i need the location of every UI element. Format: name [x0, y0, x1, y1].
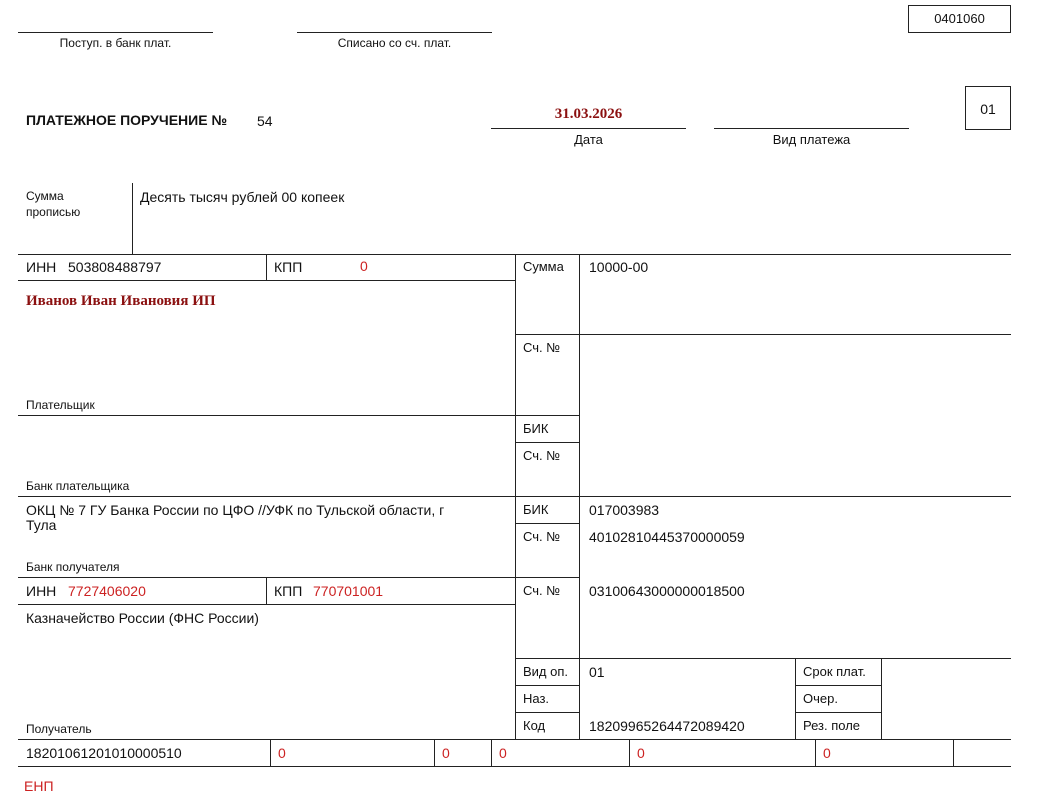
date-label: Дата	[574, 132, 603, 147]
grid-line	[795, 658, 796, 739]
grid-line	[515, 523, 579, 524]
grid-line	[18, 766, 1011, 767]
payer-account-label: Сч. №	[523, 340, 561, 355]
payee-name: Казначейство России (ФНС России)	[26, 610, 259, 626]
kbk-value: 18201061201010000510	[26, 745, 182, 761]
tax-field-2: 0	[442, 745, 450, 761]
payee-kpp: 770701001	[313, 583, 384, 599]
amount-words-value: Десять тысяч рублей 00 копеек	[140, 189, 345, 205]
naz-label: Наз.	[523, 691, 550, 706]
tax-field-5: 0	[823, 745, 831, 761]
sum-label: Сумма	[523, 259, 564, 274]
payer-bik-label: БИК	[523, 421, 549, 436]
payee-inn-label: ИНН	[26, 583, 57, 599]
date-value: 31.03.2026	[554, 106, 623, 122]
payee-inn: 7727406020	[68, 583, 146, 599]
payee-label: Получатель	[26, 722, 92, 736]
payer-inn: 503808488797	[68, 259, 162, 275]
payer-bank-label: Банк плательщика	[26, 479, 130, 493]
grid-line	[815, 739, 816, 766]
payer-bank-account-label: Сч. №	[523, 448, 561, 463]
grid-line	[266, 254, 267, 280]
date-line	[491, 128, 686, 129]
sum-value: 10000-00	[589, 259, 649, 275]
amount-words-label-2: прописью	[26, 205, 81, 219]
status-code: 01	[980, 101, 996, 117]
grid-line	[795, 685, 881, 686]
vid-op-label: Вид оп.	[523, 664, 569, 679]
tax-field-1: 0	[278, 745, 286, 761]
kod-label: Код	[523, 718, 546, 733]
kod-value: 18209965264472089420	[589, 718, 745, 734]
tax-field-4: 0	[637, 745, 645, 761]
payee-bik: 017003983	[589, 502, 660, 518]
payer-kpp: 0	[360, 258, 368, 274]
grid-line	[434, 739, 435, 766]
grid-line	[515, 254, 516, 739]
grid-line	[18, 280, 515, 281]
received-line	[18, 32, 213, 33]
grid-line	[795, 712, 881, 713]
grid-line	[881, 658, 882, 739]
grid-line	[515, 658, 1011, 659]
payee-bank-account-label: Сч. №	[523, 529, 561, 544]
payee-bank-account: 40102810445370000059	[589, 529, 745, 545]
grid-line	[629, 739, 630, 766]
grid-line	[579, 254, 580, 739]
payee-bank-label: Банк получателя	[26, 560, 120, 574]
vid-op-value: 01	[589, 664, 605, 680]
grid-line	[270, 739, 271, 766]
tax-field-3: 0	[499, 745, 507, 761]
payee-account-label: Сч. №	[523, 583, 561, 598]
grid-line	[515, 712, 579, 713]
payer-label: Плательщик	[26, 398, 95, 412]
debited-label: Списано со сч. плат.	[337, 36, 452, 50]
payment-purpose: ЕНП	[24, 778, 54, 794]
payee-bank-line-1: ОКЦ № 7 ГУ Банка России по ЦФО //УФК по Тульской области, г	[26, 502, 445, 518]
document-number: 54	[257, 113, 273, 129]
amount-words-label-1: Сумма	[26, 189, 64, 203]
grid-line	[18, 604, 515, 605]
payee-bik-label: БИК	[523, 502, 549, 517]
received-label: Поступ. в банк плат.	[59, 36, 172, 50]
payer-name: Иванов Иван Ивановия ИП	[26, 293, 216, 309]
grid-line	[18, 739, 1011, 740]
payee-account: 03100643000000018500	[589, 583, 745, 599]
grid-line	[266, 577, 267, 604]
payee-bank-line-2: Тула	[26, 517, 57, 533]
grid-line	[18, 577, 579, 578]
ocher-label: Очер.	[803, 691, 838, 706]
payer-inn-label: ИНН	[26, 259, 57, 275]
srok-label: Срок плат.	[803, 664, 866, 679]
payer-kpp-label: КПП	[274, 259, 303, 275]
document-title: ПЛАТЕЖНОЕ ПОРУЧЕНИЕ №	[26, 112, 228, 128]
grid-line	[18, 415, 579, 416]
form-code: 0401060	[934, 11, 985, 26]
rez-label: Рез. поле	[803, 718, 861, 733]
grid-line	[515, 334, 1011, 335]
amount-words-divider	[132, 183, 133, 254]
payment-type-line	[714, 128, 909, 129]
grid-line	[953, 739, 954, 766]
grid-line	[515, 685, 579, 686]
grid-line	[491, 739, 492, 766]
payee-kpp-label: КПП	[274, 583, 303, 599]
payment-type-label: Вид платежа	[772, 132, 851, 147]
debited-line	[297, 32, 492, 33]
grid-line	[515, 442, 579, 443]
